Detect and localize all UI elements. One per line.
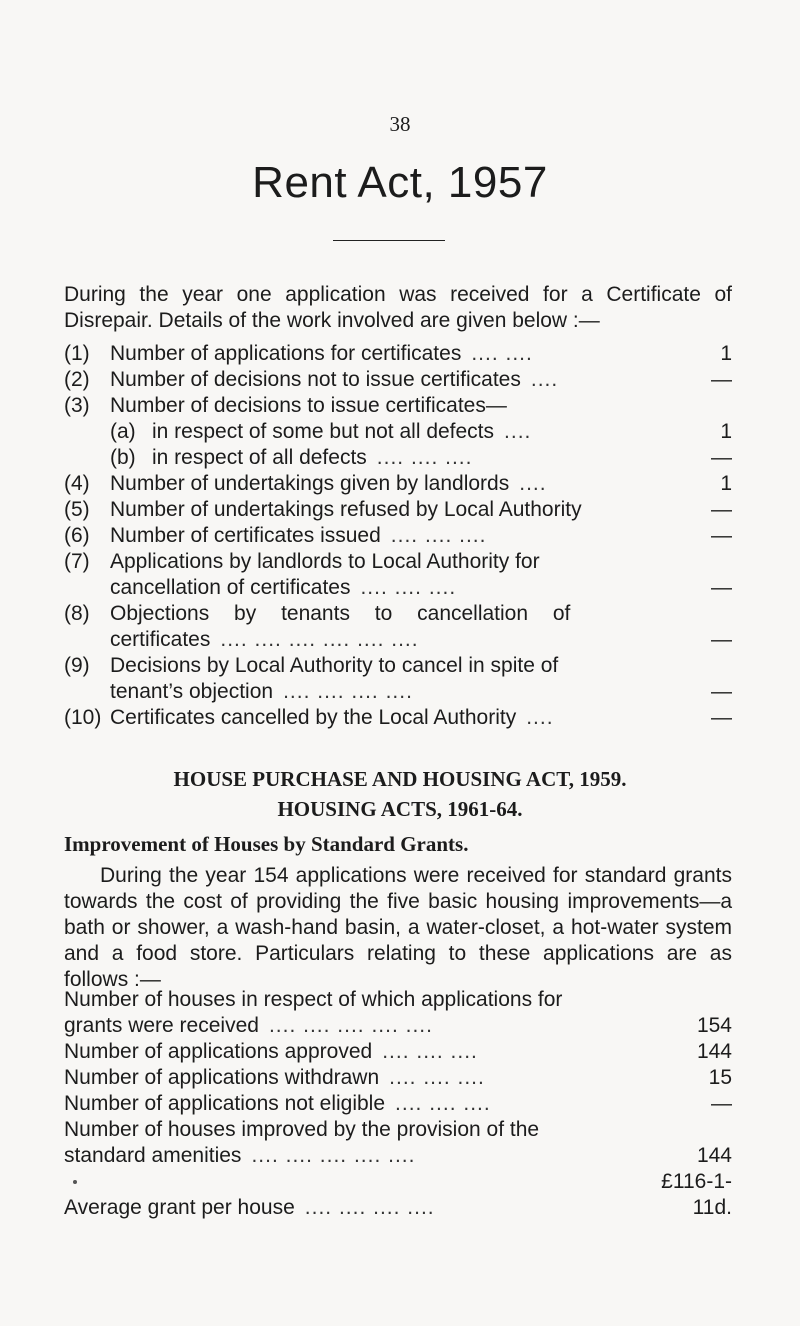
stat-row [64, 1039, 732, 1065]
item-number: (6) [64, 524, 90, 547]
item-number: (7) [64, 550, 90, 573]
stat-text: grants were received [64, 1014, 259, 1037]
list-item [64, 367, 732, 393]
list-item-continuation [64, 575, 732, 601]
item-value: — [711, 498, 732, 521]
list-item [64, 653, 732, 679]
stat-text: Average grant per house [64, 1196, 295, 1219]
list-item [64, 471, 732, 497]
item-value: — [711, 446, 732, 469]
dot-leader: .... [530, 368, 559, 391]
subitem-letter: (a) [110, 420, 136, 443]
item-number: (4) [64, 472, 90, 495]
dot-leader: .... [526, 706, 554, 729]
stat-value: £116-1-11d. [661, 1170, 732, 1219]
stat-text: standard amenities [64, 1144, 242, 1167]
item-number: (2) [64, 368, 90, 391]
item-value: 1 [720, 472, 732, 495]
stat-value: 144 [696, 1040, 732, 1063]
item-number: (5) [64, 498, 90, 521]
list-subitem [64, 445, 732, 471]
item-text: Objections by tenants to cancellation of [110, 602, 571, 625]
item-number: (10) [64, 706, 102, 729]
grant-statistics [64, 987, 732, 1221]
dot-leader: .... .... .... .... .... .... [220, 628, 419, 651]
list-item [64, 523, 732, 549]
dot-leader: .... .... [471, 342, 533, 365]
list-subitem [64, 419, 732, 445]
list-item [64, 497, 732, 523]
item-text: Decisions by Local Authority to cancel in spite of [110, 654, 559, 677]
item-text: Number of decisions not to issue certificates [110, 368, 521, 391]
item-value: 1 [720, 342, 732, 365]
item-text: Applications by landlords to Local Authority for [110, 550, 540, 573]
dot-leader: .... [519, 472, 547, 495]
stat-text: Number of applications withdrawn [64, 1066, 380, 1089]
stat-value: 15 [708, 1066, 732, 1089]
stat-row [64, 987, 732, 1013]
stat-row [64, 1091, 732, 1117]
item-text: Number of undertakings given by landlords [110, 472, 510, 495]
list-item [64, 705, 732, 731]
dot-leader: .... .... .... [390, 524, 487, 547]
stat-text: Number of applications not eligible [64, 1092, 386, 1115]
item-value: — [711, 680, 732, 703]
stat-value: 144 [696, 1144, 732, 1167]
item-text: Certificates cancelled by the Local Authority [110, 706, 517, 729]
item-value: 1 [720, 420, 732, 443]
list-item [64, 549, 732, 575]
stat-row [64, 1117, 732, 1143]
item-value: — [711, 524, 732, 547]
item-text: certificates [110, 628, 211, 651]
stat-text: Number of applications approved [64, 1040, 373, 1063]
item-number: (3) [64, 394, 90, 417]
dot-leader: .... .... .... [360, 576, 457, 599]
list-item [64, 393, 732, 419]
list-item-continuation [64, 679, 732, 705]
item-text: in respect of all defects [152, 446, 367, 469]
item-text: tenant’s objection [110, 680, 274, 703]
item-text: in respect of some but not all defects [152, 420, 495, 443]
stat-text: Number of houses in respect of which applications for [64, 988, 563, 1011]
grants-paragraph: During the year 154 applications were received for standard grants towards the cost of providing the five basic housing improvements—a bath or shower, a wash-hand basin, a water-closet, a hot-water system and a food store. Particulars relating to these applications are as follows :— [64, 864, 732, 991]
item-text: Number of decisions to issue certificates— [110, 394, 507, 417]
page-number: 38 [389, 112, 411, 136]
section-heading-1959: HOUSE PURCHASE AND HOUSING ACT, 1959. [173, 767, 627, 791]
dot-leader: .... .... .... .... [304, 1196, 435, 1219]
item-text: cancellation of certificates [110, 576, 351, 599]
dot-leader: .... .... .... .... .... [251, 1144, 416, 1167]
dot-leader: .... .... .... [389, 1066, 485, 1089]
item-value: — [711, 706, 732, 729]
dot-leader: .... .... .... [382, 1040, 478, 1063]
print-speck [73, 1180, 77, 1184]
title-divider [333, 240, 445, 241]
item-text: Number of applications for certificates [110, 342, 462, 365]
stat-row [64, 1065, 732, 1091]
subsection-heading: Improvement of Houses by Standard Grants. [64, 832, 469, 856]
section-heading-1961-64: HOUSING ACTS, 1961-64. [277, 797, 523, 821]
item-text: Number of undertakings refused by Local Authority [110, 498, 582, 521]
stat-value: 154 [696, 1014, 732, 1037]
item-value: — [711, 576, 732, 599]
item-number: (9) [64, 654, 90, 677]
subitem-letter: (b) [110, 446, 136, 469]
disrepair-list [64, 341, 732, 731]
stat-row-continuation [64, 1143, 732, 1169]
item-value: — [711, 628, 732, 651]
list-item [64, 341, 732, 367]
dot-leader: .... .... .... [395, 1092, 491, 1115]
item-text: Number of certificates issued [110, 524, 381, 547]
item-value: — [711, 368, 732, 391]
item-number: (1) [64, 342, 90, 365]
item-number: (8) [64, 602, 90, 625]
dot-leader: .... [504, 420, 532, 443]
dot-leader: .... .... .... [376, 446, 473, 469]
intro-paragraph: During the year one application was received for a Certificate of Disrepair. Details of the work involved are given below :— [64, 283, 732, 332]
stat-text: Number of houses improved by the provision of the [64, 1118, 540, 1141]
stat-value: — [711, 1092, 732, 1115]
page-title: Rent Act, 1957 [252, 158, 548, 207]
stat-row [64, 1169, 732, 1221]
dot-leader: .... .... .... .... [283, 680, 413, 703]
stat-row-continuation [64, 1013, 732, 1039]
list-item [64, 601, 732, 627]
dot-leader: .... .... .... .... .... [268, 1014, 433, 1037]
list-item-continuation [64, 627, 732, 653]
